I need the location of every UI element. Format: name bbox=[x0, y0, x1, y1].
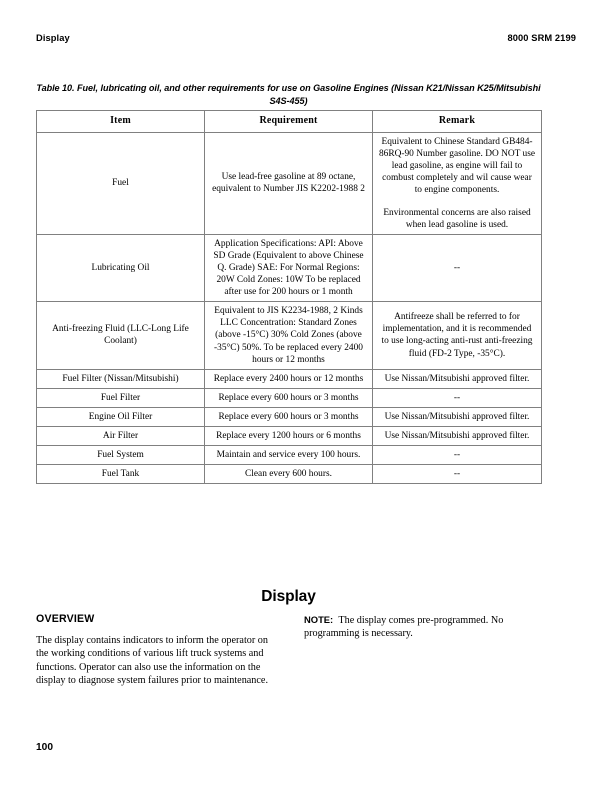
column-header-item: Item bbox=[37, 111, 205, 133]
note-label: NOTE: bbox=[304, 614, 334, 625]
overview-paragraph: The display contains indicators to inform the operator on the working conditions of various lift truck systems and functions. Operator can also use the information on the display to diagnose system failures prior to maintenance. bbox=[36, 635, 268, 686]
cell-requirement: Replace every 600 hours or 3 months bbox=[205, 407, 373, 426]
table-row bbox=[37, 446, 542, 465]
cell-requirement: Replace every 2400 hours or 12 months bbox=[205, 369, 373, 388]
cell-requirement: Replace every 600 hours or 3 months bbox=[205, 388, 373, 407]
note-text: The display comes pre-programmed. No programming is necessary. bbox=[304, 615, 504, 640]
cell-requirement: Equivalent to JIS K2234-1988, 2 Kinds LLC Concentration: Standard Zones (above -15°C) 30% Cold Zones (above -35°C) 50%. To be replaced every 2400 hours or 12 months bbox=[205, 302, 373, 369]
cell-remark bbox=[373, 133, 542, 235]
cell-item: Air Filter bbox=[37, 426, 205, 445]
body-columns bbox=[36, 613, 541, 687]
right-column bbox=[304, 613, 541, 687]
cell-remark: Use Nissan/Mitsubishi approved filter. bbox=[373, 369, 542, 388]
cell-requirement: Application Specifications: API: Above SD Grade (Equivalent to above Chinese Q. Grade) SAE: For Normal Regions: 20W Cold Zones: 10W To be replaced after use for 200 hours or 1 month bbox=[205, 234, 373, 301]
cell-remark: Use Nissan/Mitsubishi approved filter. bbox=[373, 426, 542, 445]
cell-remark: Antifreeze shall be referred to for implementation, and it is recommended to use long-acting anti-rust anti-freezing fluid (FD-2 Type, -35°C). bbox=[373, 302, 542, 369]
cell-item: Fuel System bbox=[37, 446, 205, 465]
cell-remark: -- bbox=[373, 465, 542, 484]
table-row bbox=[37, 426, 542, 445]
note-block bbox=[304, 613, 541, 641]
cell-item: Fuel bbox=[37, 133, 205, 235]
cell-remark-paragraph: Equivalent to Chinese Standard GB484-86RQ-90 Number gasoline. DO NOT use lead gasoline, as engine will fail to combust completely and wil cause wear to engine components. bbox=[378, 137, 536, 196]
cell-requirement: Clean every 600 hours. bbox=[205, 465, 373, 484]
table-header-row bbox=[37, 111, 542, 133]
table-row bbox=[37, 302, 542, 369]
left-column bbox=[36, 613, 273, 687]
cell-item: Anti-freezing Fluid (LLC-Long Life Coolant) bbox=[37, 302, 205, 369]
column-header-remark: Remark bbox=[373, 111, 542, 133]
table-caption: Table 10. Fuel, lubricating oil, and other requirements for use on Gasoline Engines (Nissan K21/Nissan K25/Mitsubishi S4S-455) bbox=[36, 83, 541, 107]
overview-heading: OVERVIEW bbox=[36, 613, 95, 625]
running-header bbox=[36, 33, 576, 43]
cell-remark: -- bbox=[373, 446, 542, 465]
table-row bbox=[37, 369, 542, 388]
header-right-title: 8000 SRM 2199 bbox=[507, 33, 576, 43]
cell-remark: Use Nissan/Mitsubishi approved filter. bbox=[373, 407, 542, 426]
table-row bbox=[37, 465, 542, 484]
cell-item: Fuel Tank bbox=[37, 465, 205, 484]
page-number: 100 bbox=[36, 742, 53, 753]
cell-requirement: Replace every 1200 hours or 6 months bbox=[205, 426, 373, 445]
cell-requirement: Maintain and service every 100 hours. bbox=[205, 446, 373, 465]
fuel-requirements-table bbox=[36, 110, 542, 484]
header-left-title: Display bbox=[36, 33, 70, 43]
cell-item: Engine Oil Filter bbox=[37, 407, 205, 426]
cell-item: Fuel Filter (Nissan/Mitsubishi) bbox=[37, 369, 205, 388]
page-title: Display bbox=[261, 588, 316, 605]
table-row bbox=[37, 234, 542, 301]
column-header-requirement: Requirement bbox=[205, 111, 373, 133]
cell-item: Fuel Filter bbox=[37, 388, 205, 407]
cell-remark: -- bbox=[373, 388, 542, 407]
cell-item: Lubricating Oil bbox=[37, 234, 205, 301]
table-row bbox=[37, 407, 542, 426]
cell-requirement: Use lead-free gasoline at 89 octane, equivalent to Number JIS K2202-1988 2 bbox=[205, 133, 373, 235]
cell-remark-paragraph: Environmental concerns are also raised when lead gasoline is used. bbox=[383, 207, 531, 230]
table-row bbox=[37, 388, 542, 407]
table-row bbox=[37, 133, 542, 235]
cell-remark: -- bbox=[373, 234, 542, 301]
